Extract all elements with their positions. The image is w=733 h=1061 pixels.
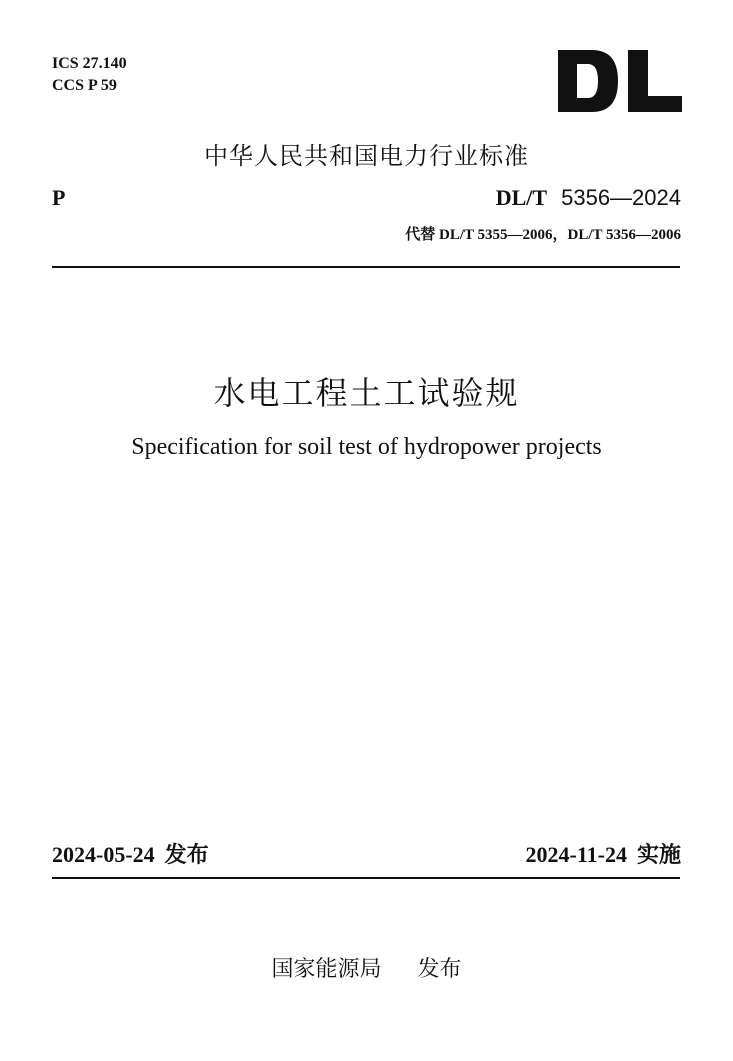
effective-date-label: 实施 — [636, 843, 681, 868]
issue-date — [52, 838, 209, 869]
issue-date-value: 2024-05-24 — [52, 842, 155, 867]
standard-code — [496, 185, 681, 211]
bottom-divider — [52, 877, 680, 879]
dl-logo-letter-d — [558, 50, 618, 112]
effective-date — [526, 838, 681, 869]
classification-codes — [52, 53, 127, 97]
organization-title: 中华人民共和国电力行业标准 — [204, 142, 529, 170]
standard-category: P — [52, 185, 66, 210]
issuer-name: 国家能源局 — [271, 957, 382, 982]
ccs-code: CCS P 59 — [52, 77, 117, 94]
dl-logo — [558, 50, 682, 112]
effective-date-value: 2024-11-24 — [525, 842, 627, 867]
issuer-action: 发布 — [417, 957, 462, 982]
standard-prefix: DL/T — [495, 185, 548, 210]
document-title-english: Specification for soil test of hydropower projects — [131, 434, 602, 460]
top-divider — [52, 266, 680, 268]
document-title-chinese: 水电工程土工试验规 — [213, 374, 520, 412]
replaces-note: 代替 DL/T 5355—2006，DL/T 5356—2006 — [405, 227, 681, 243]
issuing-authority — [0, 952, 733, 983]
issue-date-label: 发布 — [164, 843, 209, 868]
dl-logo-letter-l — [628, 50, 682, 112]
standard-number: 5356—2024 — [561, 185, 681, 210]
ics-code: ICS 27.140 — [52, 55, 127, 72]
